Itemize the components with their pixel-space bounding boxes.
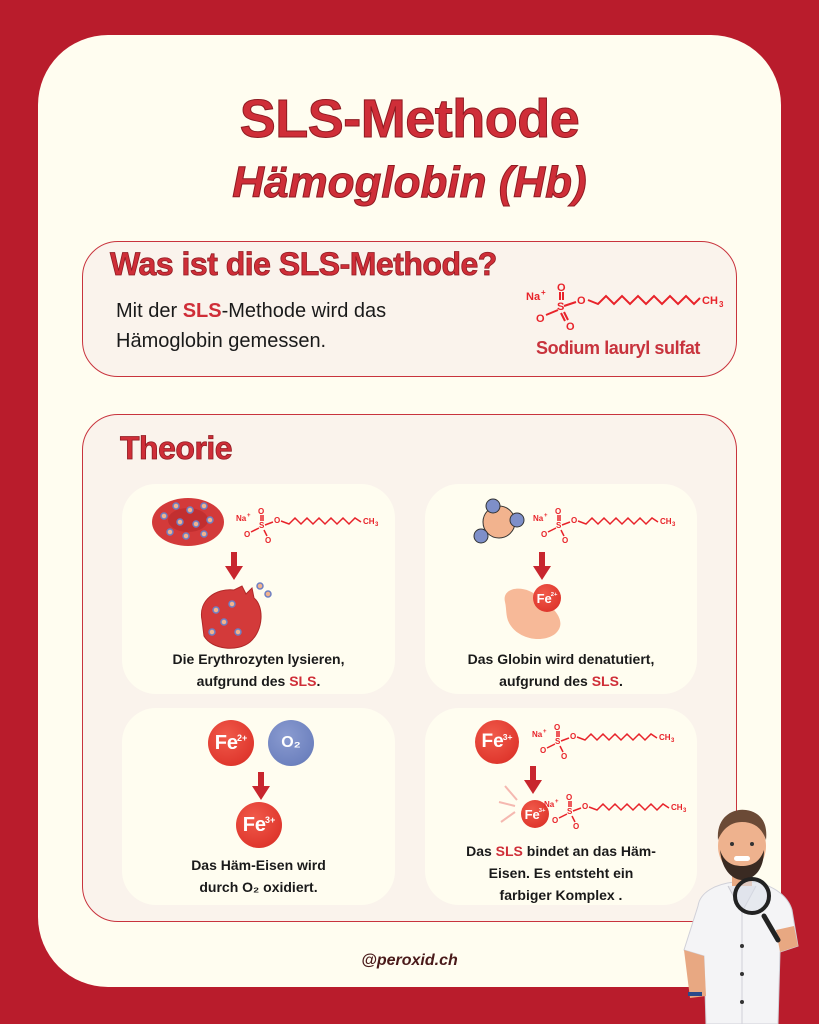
step-card-lysis bbox=[122, 484, 395, 694]
caption-text: . bbox=[618, 673, 623, 689]
ion-symbol: Fe bbox=[481, 731, 504, 752]
svg-text:O: O bbox=[552, 816, 559, 825]
iron-ion-icon bbox=[236, 802, 282, 848]
intro-text bbox=[116, 296, 476, 356]
caption-line: farbiger Komplex . bbox=[499, 887, 623, 903]
molecule-label: Sodium lauryl sulfat bbox=[536, 338, 701, 358]
step-caption bbox=[122, 854, 395, 898]
svg-text:O: O bbox=[554, 724, 561, 732]
svg-text:3: 3 bbox=[671, 738, 675, 744]
theory-heading: Theorie bbox=[120, 430, 233, 466]
svg-text:+: + bbox=[541, 288, 546, 297]
step-card-oxidation bbox=[122, 708, 395, 905]
arrow-down-icon bbox=[225, 552, 243, 580]
svg-text:CH: CH bbox=[671, 803, 683, 812]
intro-text-after: -Methode wird das Hämoglobin gemessen. bbox=[116, 300, 387, 352]
svg-text:3: 3 bbox=[672, 522, 676, 528]
ion-charge: 2+ bbox=[550, 591, 558, 598]
svg-text:Na: Na bbox=[526, 291, 541, 303]
sls-molecule-icon bbox=[235, 508, 385, 544]
iron-ion-icon bbox=[475, 720, 519, 764]
sls-molecule-icon bbox=[531, 724, 681, 760]
svg-text:O: O bbox=[582, 802, 589, 811]
svg-text:O: O bbox=[265, 536, 272, 544]
caption-line bbox=[425, 670, 697, 692]
svg-text:O: O bbox=[577, 295, 586, 307]
ion-charge: 3+ bbox=[502, 731, 513, 742]
caption-highlight: SLS bbox=[591, 673, 619, 689]
ion-symbol: O₂ bbox=[281, 734, 301, 751]
svg-text:+: + bbox=[555, 799, 559, 805]
hemoglobin-icon bbox=[471, 498, 527, 546]
svg-text:S: S bbox=[555, 737, 561, 746]
svg-text:Na: Na bbox=[532, 730, 543, 739]
caption-text: bindet an das Häm- bbox=[522, 843, 656, 859]
svg-text:Na: Na bbox=[544, 800, 555, 809]
red-blood-cell-icon bbox=[150, 496, 226, 548]
svg-text:O: O bbox=[557, 282, 566, 294]
svg-text:+: + bbox=[247, 513, 251, 519]
caption-line: Eisen. Es entsteht ein bbox=[488, 865, 634, 881]
svg-text:S: S bbox=[259, 521, 265, 530]
ion-charge: 2+ bbox=[237, 732, 248, 743]
svg-text:3: 3 bbox=[375, 522, 379, 528]
svg-text:+: + bbox=[544, 513, 548, 519]
svg-text:O: O bbox=[570, 732, 577, 741]
oxygen-molecule-icon bbox=[268, 720, 314, 766]
page-title: SLS-Methode bbox=[239, 89, 580, 149]
lysed-cell-icon bbox=[194, 580, 276, 652]
ion-symbol: Fe bbox=[214, 731, 239, 754]
intro-heading: Was ist die SLS-Methode? bbox=[110, 246, 497, 282]
step-caption bbox=[425, 840, 697, 906]
caption-highlight: SLS bbox=[495, 843, 523, 859]
svg-text:O: O bbox=[566, 794, 573, 802]
caption-text: aufgrund des bbox=[499, 673, 592, 689]
footer-handle: @peroxid.ch bbox=[361, 952, 458, 969]
step-card-complex bbox=[425, 708, 697, 905]
svg-text:O: O bbox=[274, 516, 281, 525]
svg-text:S: S bbox=[557, 301, 565, 313]
svg-text:O: O bbox=[536, 313, 545, 325]
svg-text:S: S bbox=[556, 521, 562, 530]
svg-text:3: 3 bbox=[719, 300, 724, 309]
arrow-down-icon bbox=[533, 552, 551, 580]
ion-symbol: Fe bbox=[524, 806, 540, 822]
caption-text: . bbox=[316, 673, 321, 689]
caption-text: Das bbox=[466, 843, 496, 859]
ion-charge: 3+ bbox=[265, 814, 276, 825]
caption-line: Das Häm-Eisen wird bbox=[191, 857, 326, 873]
svg-text:Na: Na bbox=[533, 514, 544, 523]
svg-text:CH: CH bbox=[659, 733, 671, 742]
step-caption bbox=[425, 648, 697, 692]
svg-text:O: O bbox=[244, 530, 251, 539]
svg-text:O: O bbox=[541, 530, 548, 539]
svg-text:O: O bbox=[561, 752, 568, 760]
svg-text:O: O bbox=[571, 516, 578, 525]
svg-text:O: O bbox=[540, 746, 547, 755]
step-card-denaturation bbox=[425, 484, 697, 694]
ion-symbol: Fe bbox=[536, 590, 552, 606]
svg-text:O: O bbox=[258, 508, 265, 516]
step-caption bbox=[122, 648, 395, 692]
svg-text:O: O bbox=[573, 822, 580, 830]
svg-text:CH: CH bbox=[660, 517, 672, 526]
svg-text:Na: Na bbox=[236, 514, 247, 523]
svg-text:S: S bbox=[567, 807, 573, 816]
caption-text: aufgrund des bbox=[196, 673, 290, 689]
intro-text-highlight: SLS bbox=[182, 300, 222, 322]
caption-line bbox=[122, 670, 395, 692]
sls-molecule-icon bbox=[532, 508, 682, 544]
caption-line: Das Globin wird denatutiert, bbox=[467, 651, 655, 667]
iron-ion-icon bbox=[533, 584, 561, 612]
svg-text:O: O bbox=[562, 536, 569, 544]
caption-line: durch O₂ oxidiert. bbox=[199, 879, 318, 895]
page-subtitle: Hämoglobin (Hb) bbox=[232, 158, 587, 207]
svg-text:+: + bbox=[543, 729, 547, 735]
arrow-down-icon bbox=[252, 772, 270, 800]
caption-highlight: SLS bbox=[289, 673, 317, 689]
sls-molecule-icon bbox=[543, 794, 693, 830]
sls-molecule-icon bbox=[524, 282, 734, 332]
ion-charge: 3+ bbox=[538, 807, 546, 814]
doctor-mascot-illustration bbox=[676, 806, 806, 1024]
svg-text:CH: CH bbox=[702, 295, 718, 307]
intro-text-before: Mit der bbox=[116, 300, 183, 322]
ion-symbol: Fe bbox=[242, 813, 267, 836]
svg-text:O: O bbox=[555, 508, 562, 516]
caption-line: Die Erythrozyten lysieren, bbox=[172, 651, 345, 667]
svg-text:O: O bbox=[566, 321, 575, 332]
svg-text:3: 3 bbox=[683, 808, 687, 814]
caption-line bbox=[425, 840, 697, 862]
svg-text:CH: CH bbox=[363, 517, 375, 526]
iron-ion-icon bbox=[208, 720, 254, 766]
